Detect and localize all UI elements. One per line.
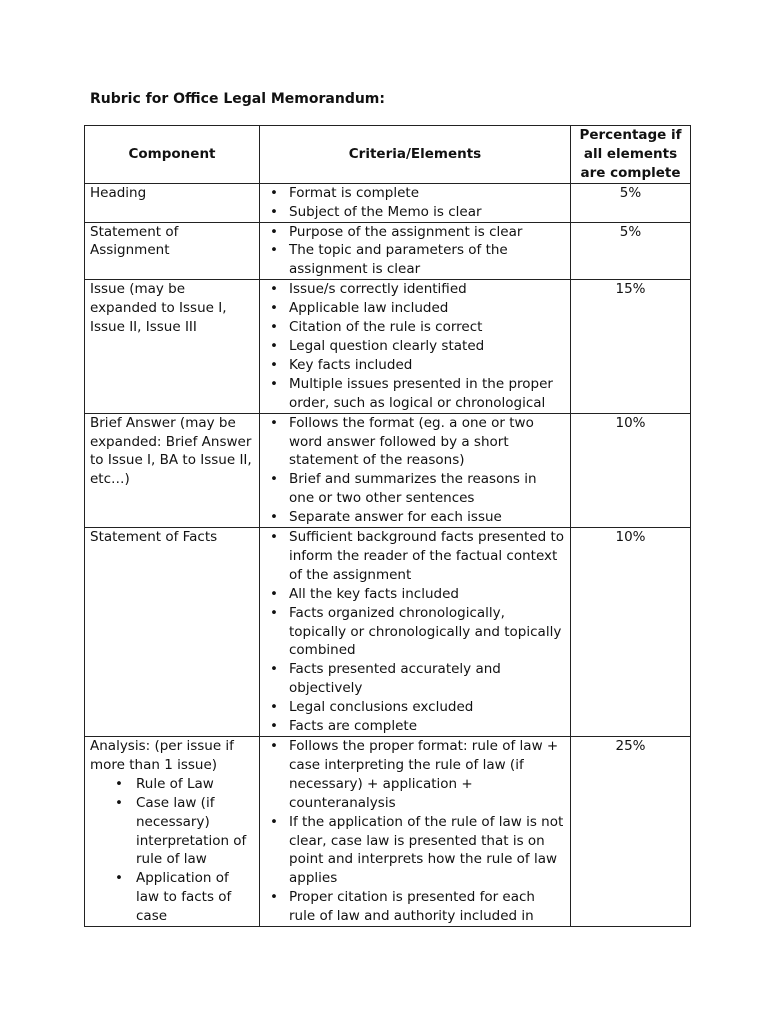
component-sub-item: • Application of law to facts of case <box>90 869 254 926</box>
component-cell <box>85 528 260 737</box>
component-label: Analysis: (per issue if more than 1 issue) <box>90 738 234 773</box>
rubric-table <box>84 125 691 927</box>
criteria-cell <box>260 413 571 527</box>
percentage-cell: 15% <box>571 280 691 413</box>
criteria-item: • Multiple issues presented in the proper order, such as logical or chronological <box>265 375 565 413</box>
component-label: Brief Answer (may be expanded: Brief Answer to Issue I, BA to Issue II, etc…) <box>90 414 252 488</box>
criteria-list <box>265 737 565 926</box>
criteria-item: • Purpose of the assignment is clear <box>265 223 565 242</box>
table-row <box>85 280 691 413</box>
percentage-cell: 5% <box>571 222 691 280</box>
criteria-item: • Facts organized chronologically, topically or chronologically and topically combined <box>265 604 565 661</box>
component-sub-list <box>90 775 254 926</box>
criteria-cell <box>260 183 571 222</box>
criteria-item: • If the application of the rule of law is not clear, case law is presented that is on point and interprets how the rule of law applies <box>265 813 565 889</box>
header-percentage: Percentage if all elements are complete <box>571 126 691 184</box>
table-row <box>85 413 691 527</box>
table-header-row <box>85 126 691 184</box>
criteria-list <box>265 223 565 280</box>
table-row <box>85 183 691 222</box>
criteria-list <box>265 280 565 412</box>
criteria-item: • Format is complete <box>265 184 565 203</box>
percentage-cell: 10% <box>571 528 691 737</box>
criteria-item: • Facts are complete <box>265 717 565 736</box>
criteria-item: • Issue/s correctly identified <box>265 280 565 299</box>
component-label: Statement of Facts <box>90 529 218 546</box>
table-row <box>85 528 691 737</box>
criteria-item: • Applicable law included <box>265 299 565 318</box>
component-label: Statement of Assignment <box>90 223 179 259</box>
percentage-cell: 25% <box>571 737 691 927</box>
criteria-list <box>265 414 565 527</box>
criteria-item: • Subject of the Memo is clear <box>265 203 565 222</box>
criteria-item: • Proper citation is presented for each rule of law and authority included in <box>265 888 565 926</box>
page-title: Rubric for Office Legal Memorandum: <box>90 91 385 107</box>
header-criteria: Criteria/Elements <box>260 126 571 184</box>
criteria-cell <box>260 737 571 927</box>
criteria-item: • Legal question clearly stated <box>265 337 565 356</box>
criteria-cell <box>260 528 571 737</box>
criteria-item: • All the key facts included <box>265 585 565 604</box>
criteria-item: • Brief and summarizes the reasons in one or two other sentences <box>265 470 565 508</box>
table-row <box>85 222 691 280</box>
criteria-item: • Legal conclusions excluded <box>265 698 565 717</box>
component-sub-item: • Rule of Law <box>90 775 254 794</box>
component-cell <box>85 280 260 413</box>
criteria-list <box>265 184 565 222</box>
component-cell <box>85 413 260 527</box>
component-cell <box>85 222 260 280</box>
percentage-cell: 10% <box>571 413 691 527</box>
criteria-item: • Key facts included <box>265 356 565 375</box>
criteria-cell <box>260 280 571 413</box>
component-cell <box>85 183 260 222</box>
table-row <box>85 737 691 927</box>
criteria-list <box>265 528 565 736</box>
criteria-item: • Follows the proper format: rule of law + case interpreting the rule of law (if necessary) + application + counteranalysis <box>265 737 565 813</box>
percentage-cell: 5% <box>571 183 691 222</box>
criteria-item: • Separate answer for each issue <box>265 508 565 527</box>
component-cell <box>85 737 260 927</box>
criteria-item: • Citation of the rule is correct <box>265 318 565 337</box>
criteria-cell <box>260 222 571 280</box>
criteria-item: • The topic and parameters of the assignment is clear <box>265 241 565 279</box>
criteria-item: • Facts presented accurately and objectively <box>265 660 565 698</box>
criteria-item: • Follows the format (eg. a one or two word answer followed by a short statement of the reasons) <box>265 414 565 471</box>
component-label: Heading <box>90 184 147 201</box>
component-sub-item: • Case law (if necessary) interpretation of rule of law <box>90 794 254 870</box>
header-component: Component <box>85 126 260 184</box>
component-label: Issue (may be expanded to Issue I, Issue II, Issue III <box>90 281 227 336</box>
criteria-item: • Sufficient background facts presented to inform the reader of the factual context of the assignment <box>265 528 565 585</box>
